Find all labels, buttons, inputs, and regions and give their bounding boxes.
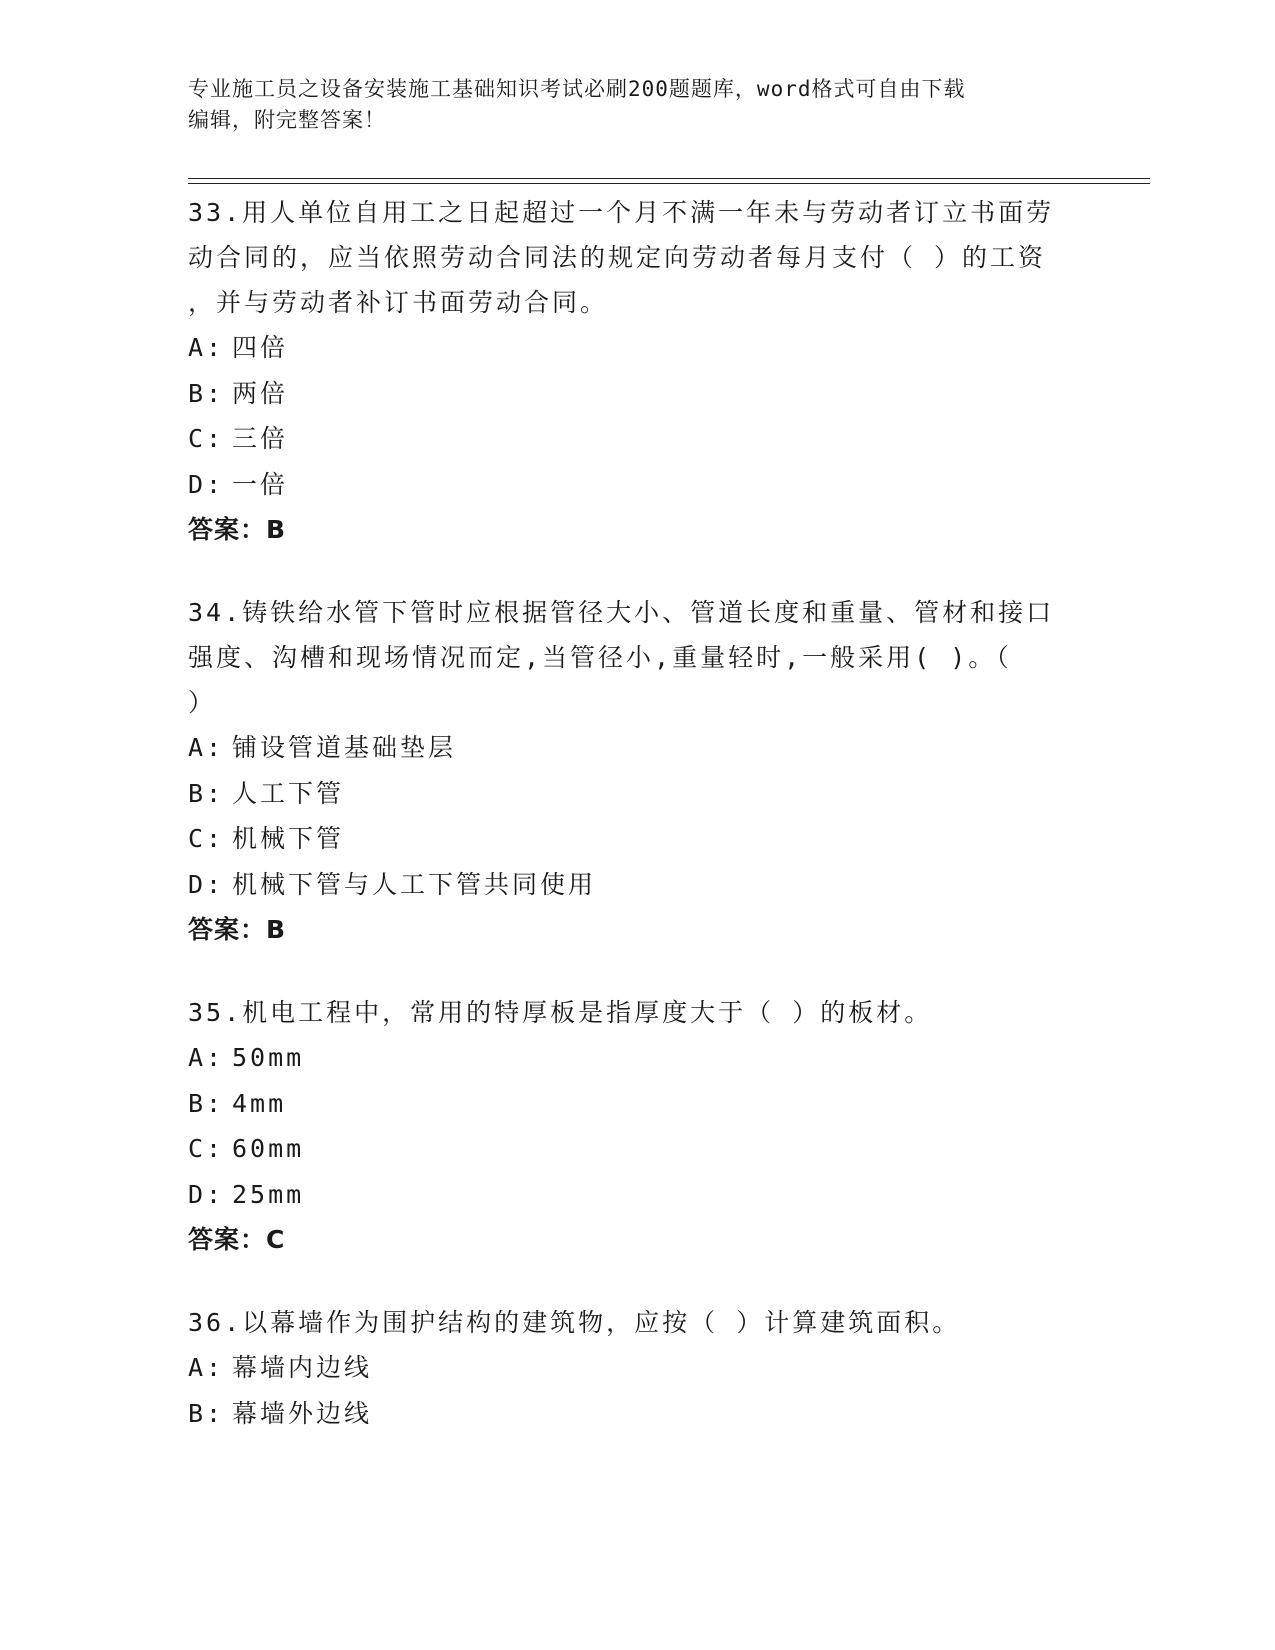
answer-option bbox=[188, 325, 1088, 371]
question-stem-line: 34.铸铁给水管下管时应根据管径大小、管道长度和重量、管材和接口 bbox=[188, 598, 1055, 627]
question-list bbox=[188, 190, 1088, 1473]
header-divider-top bbox=[188, 178, 1150, 179]
option-letter: A: bbox=[188, 1353, 225, 1382]
option-letter: B: bbox=[188, 1398, 225, 1428]
answer-option bbox=[188, 416, 1088, 462]
option-text: 60mm bbox=[232, 1134, 305, 1163]
answer-key: 答案：B bbox=[188, 915, 287, 944]
answer-option bbox=[188, 771, 1088, 817]
header-line-1: 专业施工员之设备安装施工基础知识考试必刷200题题库，word格式可自由下载 bbox=[188, 77, 966, 101]
answer-option bbox=[188, 816, 1088, 862]
answer-option bbox=[188, 1035, 1088, 1081]
answer-option bbox=[188, 462, 1088, 508]
question-stem-line: 35.机电工程中，常用的特厚板是指厚度大于（ ）的板材。 bbox=[188, 998, 933, 1027]
question-item bbox=[188, 190, 1088, 553]
question-stem-line: 动合同的，应当依照劳动合同法的规定向劳动者每月支付（ ）的工资 bbox=[188, 243, 1047, 272]
header-divider-bottom bbox=[188, 183, 1150, 184]
option-letter: D: bbox=[188, 1179, 225, 1209]
option-letter: D: bbox=[188, 869, 225, 899]
question-item bbox=[188, 990, 1088, 1263]
question-stem-line: ） bbox=[188, 688, 217, 717]
option-text: 4mm bbox=[232, 1088, 287, 1118]
answer-option bbox=[188, 725, 1088, 771]
answer-option bbox=[188, 862, 1088, 908]
option-letter: B: bbox=[188, 1088, 225, 1118]
answer-option bbox=[188, 1126, 1088, 1172]
option-letter: A: bbox=[188, 333, 225, 362]
option-letter: C: bbox=[188, 824, 225, 853]
answer-option bbox=[188, 1081, 1088, 1127]
answer-option bbox=[188, 371, 1088, 417]
question-stem-line: 33.用人单位自用工之日起超过一个月不满一年未与劳动者订立书面劳 bbox=[188, 198, 1055, 227]
option-letter: C: bbox=[188, 424, 225, 453]
question-stem-line: 36.以幕墙作为围护结构的建筑物，应按（ ）计算建筑面积。 bbox=[188, 1308, 961, 1337]
option-text: 机械下管与人工下管共同使用 bbox=[232, 869, 597, 899]
option-text: 50mm bbox=[232, 1043, 305, 1072]
option-text: 三倍 bbox=[232, 424, 289, 453]
option-letter: B: bbox=[188, 378, 225, 408]
option-text: 幕墙外边线 bbox=[232, 1398, 373, 1428]
answer-option bbox=[188, 1345, 1088, 1391]
option-text: 铺设管道基础垫层 bbox=[232, 733, 457, 762]
answer-key: 答案：B bbox=[188, 515, 287, 544]
header-line-2: 编辑，附完整答案！ bbox=[188, 108, 386, 132]
answer-option bbox=[188, 1172, 1088, 1218]
answer-option bbox=[188, 1391, 1088, 1437]
option-text: 幕墙内边线 bbox=[232, 1353, 373, 1382]
option-letter: B: bbox=[188, 778, 225, 808]
option-text: 两倍 bbox=[232, 378, 289, 408]
option-letter: D: bbox=[188, 469, 225, 499]
question-stem-line: 强度、沟槽和现场情况而定,当管径小,重量轻时,一般采用( )。（ bbox=[188, 643, 1012, 672]
answer-key: 答案：C bbox=[188, 1225, 286, 1254]
option-text: 一倍 bbox=[232, 469, 289, 499]
option-text: 四倍 bbox=[232, 333, 289, 362]
option-text: 机械下管 bbox=[232, 824, 345, 853]
option-letter: A: bbox=[188, 733, 225, 762]
option-text: 25mm bbox=[232, 1179, 305, 1209]
document-header bbox=[188, 74, 1068, 136]
option-text: 人工下管 bbox=[232, 778, 345, 808]
question-item bbox=[188, 590, 1088, 953]
question-stem-line: ，并与劳动者补订书面劳动合同。 bbox=[188, 288, 609, 317]
option-letter: A: bbox=[188, 1043, 225, 1072]
question-item bbox=[188, 1300, 1088, 1436]
option-letter: C: bbox=[188, 1134, 225, 1163]
